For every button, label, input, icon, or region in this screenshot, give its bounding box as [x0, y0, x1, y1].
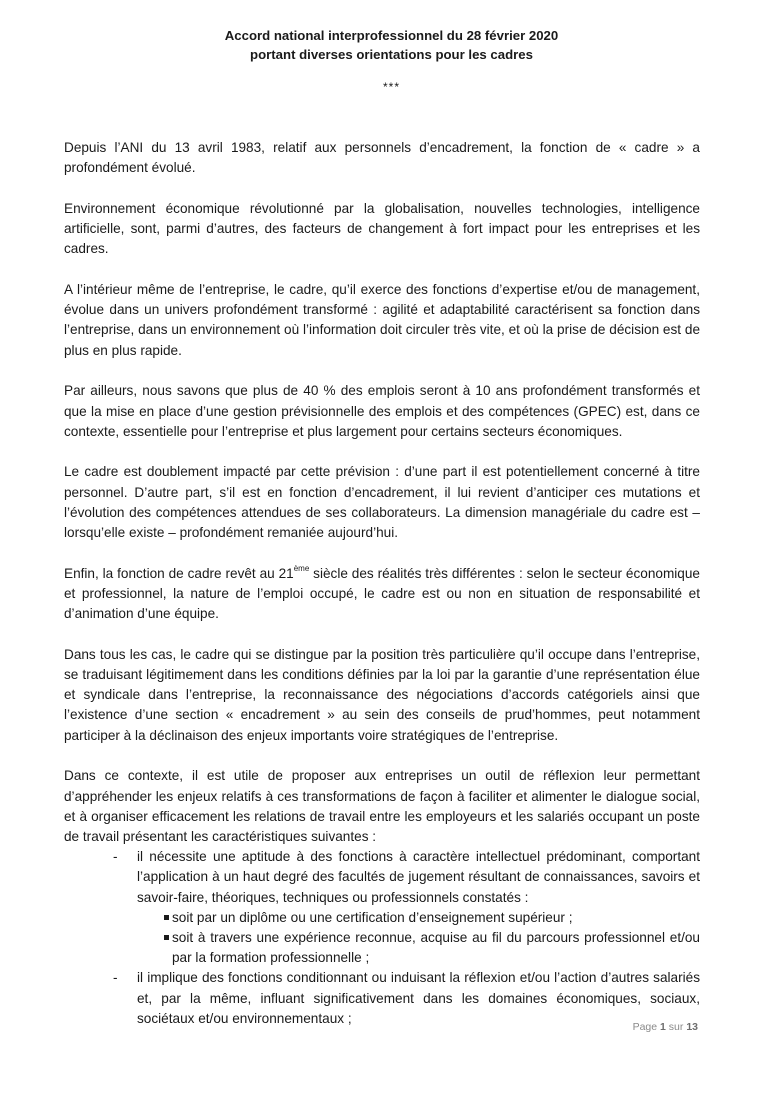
square-bullet-icon	[164, 935, 169, 940]
section-separator: ***	[382, 80, 400, 94]
page-current: 1	[660, 1021, 666, 1033]
paragraph-1: Depuis l’ANI du 13 avril 1983, relatif aux personnels d’encadrement, la fonction de « cadre » a profondément évolué.	[64, 140, 700, 176]
paragraph-5: Le cadre est doublement impacté par cette prévision : d’une part il est potentiellement concerné à titre personnel. D’autre part, s’il est en fonction d’encadrement, il lui revient d’anticiper ces mutations et l’évolution des compétences attendues de ses collaborateurs. La dimension managériale du cadre est – lorsqu’elle existe – profondément remaniée aujourd’hui.	[64, 464, 700, 541]
sub-list-item	[64, 908, 700, 928]
square-bullet-icon	[164, 915, 169, 920]
paragraph-7: Dans tous les cas, le cadre qui se distingue par la position très particulière qu’il occupe dans l’entreprise, se traduisant légitimement dans les conditions définies par la loi par la garantie d’une représentation élue et syndicale dans l’entreprise, la reconnaissance des négociations d’accords catégoriels ainsi que l’existence d’une section « encadrement » au sein des conseils de prud’hommes, peut notamment participer à la déclinaison des enjeux importants voire stratégiques de l’entreprise.	[64, 646, 700, 743]
dash-bullet: -	[113, 970, 118, 986]
page-of: sur	[668, 1021, 684, 1033]
ordinal-superscript: ème	[293, 564, 310, 574]
sub-list-item-text: soit à travers une expérience reconnue, acquise au fil du parcours professionnel et/ou par la formation professionnelle ;	[172, 930, 700, 966]
paragraph-3: A l’intérieur même de l’entreprise, le cadre, qu’il exerce des fonctions d’expertise et/ou de management, évolue dans un univers profondément transformé : agilité et adaptabilité caractérisent sa fonction dans l’entreprise, dans un environnement où l’information doit circuler très vite, et où la prise de décision est de plus en plus rapide.	[64, 282, 700, 358]
criteria-list	[64, 847, 700, 1029]
list-item	[64, 968, 700, 1029]
page-total: 13	[686, 1021, 698, 1033]
page-label: Page	[632, 1021, 658, 1033]
paragraph-4: Par ailleurs, nous savons que plus de 40 % des emplois seront à 10 ans profondément transformés et que la mise en place d’une gestion prévisionnelle des emplois et des compétences (GPEC) est, dans ce contexte, essentielle pour l’entreprise et plus largement pour certains secteurs économiques.	[64, 383, 700, 439]
list-item-text: il implique des fonctions conditionnant ou induisant la réflexion et/ou l’action d’autres salariés et, par la même, influant significativement dans les domaines économiques, sociaux, sociétaux et/ou environnementaux ;	[137, 970, 700, 1026]
sub-list-item-text: soit par un diplôme ou une certification d’enseignement supérieur ;	[172, 909, 573, 925]
title-line-2: portant diverses orientations pour les cadres	[250, 47, 533, 62]
sub-list-item	[64, 928, 700, 968]
list-item-text: il nécessite une aptitude à des fonctions à caractère intellectuel prédominant, comportant l’application à un haut degré des facultés de jugement résultant de connaissances, savoirs et savoir-faire, théoriques, techniques ou professionnels constatés :	[137, 849, 700, 905]
document-title	[0, 26, 783, 64]
paragraph-8: Dans ce contexte, il est utile de proposer aux entreprises un outil de réflexion leur permettant d’appréhender les enjeux relatifs à ces transformations de façon à faciliter et alimenter le dialogue social, et à organiser efficacement les relations de travail entre les employeurs et les salariés occupant un poste de travail présentant les caractéristiques suivantes :	[64, 768, 700, 844]
document-body	[64, 138, 700, 1029]
paragraph-6	[64, 564, 700, 625]
page-number	[633, 1021, 698, 1033]
dash-bullet: -	[113, 849, 118, 865]
sub-criteria-list	[64, 908, 700, 969]
paragraph-6-end: siècle des réalités très différentes : selon le secteur économique et professionnel, la nature de l’emploi occupé, le cadre est ou non en situation de responsabilité et d’animation d’une équipe.	[64, 565, 700, 622]
title-line-1: Accord national interprofessionnel du 28 février 2020	[224, 28, 559, 43]
paragraph-6-start: Enfin, la fonction de cadre revêt au 21	[64, 565, 294, 581]
list-item	[64, 847, 700, 968]
paragraph-2: Environnement économique révolutionné par la globalisation, nouvelles technologies, intelligence artificielle, sont, parmi d’autres, des facteurs de changement à fort impact pour les entreprises et les cadres.	[64, 200, 700, 257]
